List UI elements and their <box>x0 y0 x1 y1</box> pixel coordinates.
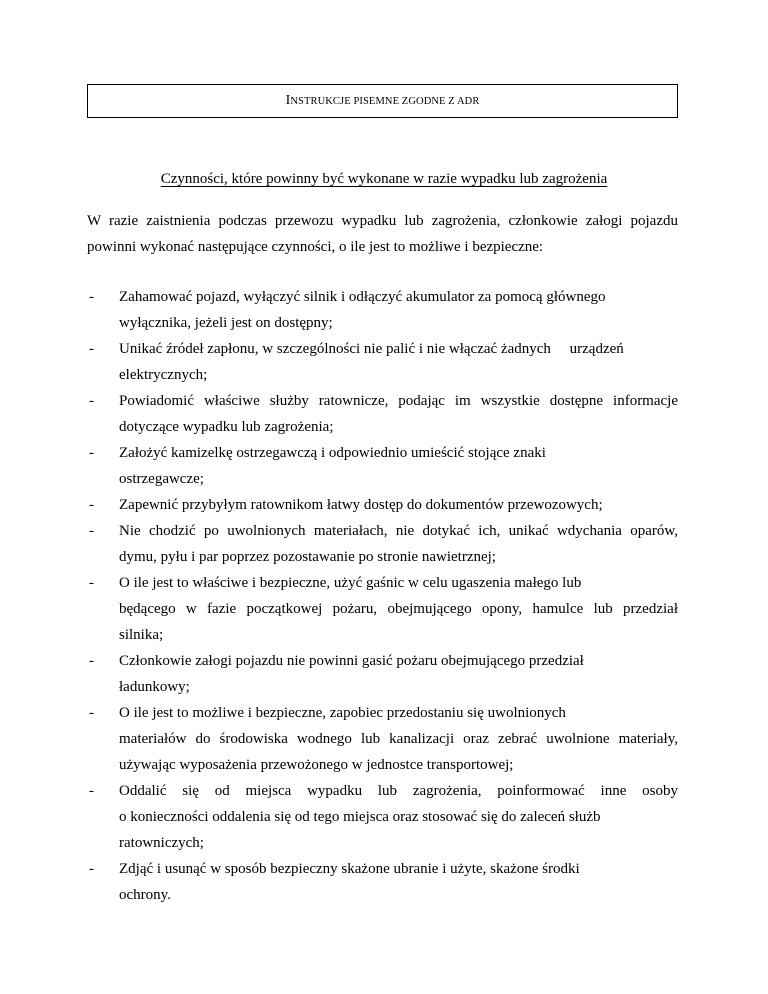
document-header-box <box>87 84 678 118</box>
list-item-line: ładunkowy; <box>119 679 190 695</box>
list-item-line: - Nie chodzić po uwolnionych materiałach, nie dotykać ich, unikać wdychania oparów, <box>87 518 678 544</box>
list-item-line: - Zapewnić przybyłym ratownikom łatwy dostęp do dokumentów przewozowych; <box>87 492 678 518</box>
list-item <box>87 856 678 908</box>
document-heading <box>286 93 480 109</box>
list-item-line: - Założyć kamizelkę ostrzegawczą i odpowiednio umieścić stojące znaki <box>87 440 678 466</box>
heading-adr: ADR <box>456 96 480 107</box>
list-item <box>87 284 678 336</box>
list-item <box>87 492 678 518</box>
list-item <box>87 336 678 388</box>
list-item-line: wyłącznika, jeżeli jest on dostępny; <box>119 315 333 331</box>
list-item-line: używając wyposażenia przewożonego w jednostce transportowej; <box>119 757 514 773</box>
list-item-line: o konieczności oddalenia się od tego miejsca oraz stosować się do zaleceń służb <box>119 809 601 825</box>
section-subtitle: Czynności, które powinny być wykonane w razie wypadku lub zagrożenia <box>160 171 608 187</box>
list-item <box>87 440 678 492</box>
list-item-line: - Powiadomić właściwe służby ratownicze, podając im wszystkie dostępne informacje <box>87 388 678 414</box>
list-item-line: - Zahamować pojazd, wyłączyć silnik i odłączyć akumulator za pomocą głównego <box>87 284 678 310</box>
list-item-line: elektrycznych; <box>119 367 208 383</box>
list-item-line: dotyczące wypadku lub zagrożenia; <box>119 419 334 435</box>
list-item <box>87 388 678 440</box>
list-item <box>87 778 678 856</box>
list-item-line: - Oddalić się od miejsca wypadku lub zagrożenia, poinformować inne osoby <box>87 778 678 804</box>
list-item-line: - O ile jest to właściwe i bezpieczne, użyć gaśnic w celu ugaszenia małego lub <box>87 570 678 596</box>
intro-paragraph <box>87 208 678 260</box>
list-item <box>87 518 678 570</box>
list-item-line: silnika; <box>119 627 164 643</box>
heading-initial: I <box>285 93 291 108</box>
list-item-line: materiałów do środowiska wodnego lub kanalizacji oraz zebrać uwolnione materiały, <box>119 731 678 747</box>
list-item-line: ratowniczych; <box>119 835 204 851</box>
list-item-line: - Unikać źródeł zapłonu, w szczególności nie palić i nie włączać żadnych urządzeń <box>87 336 678 362</box>
list-item-line: - O ile jest to możliwe i bezpieczne, zapobiec przedostaniu się uwolnionych <box>87 700 678 726</box>
list-item <box>87 700 678 778</box>
list-item <box>87 648 678 700</box>
intro-text: W razie zaistnienia podczas przewozu wypadku lub zagrożenia, członkowie załogi pojazdu powinni wykonać następujące czynności, o ile jest to możliwe i bezpieczne: <box>87 213 678 255</box>
heading-text: NSTRUKCJE PISEMNE ZGODNE Z <box>290 96 457 107</box>
list-item <box>87 570 678 648</box>
list-item-line: ochrony. <box>119 887 171 903</box>
list-item-line: - Członkowie załogi pojazdu nie powinni gasić pożaru obejmującego przedział <box>87 648 678 674</box>
list-item-line: - Zdjąć i usunąć w sposób bezpieczny skażone ubranie i użyte, skażone środki <box>87 856 678 882</box>
list-item-line: będącego w fazie początkowej pożaru, obejmującego opony, hamulce lub przedział <box>119 601 678 617</box>
list-item-line: ostrzegawcze; <box>119 471 204 487</box>
list-item-line: dymu, pyłu i par poprzez pozostawanie po stronie nawietrznej; <box>119 549 496 565</box>
instruction-list <box>87 284 678 908</box>
